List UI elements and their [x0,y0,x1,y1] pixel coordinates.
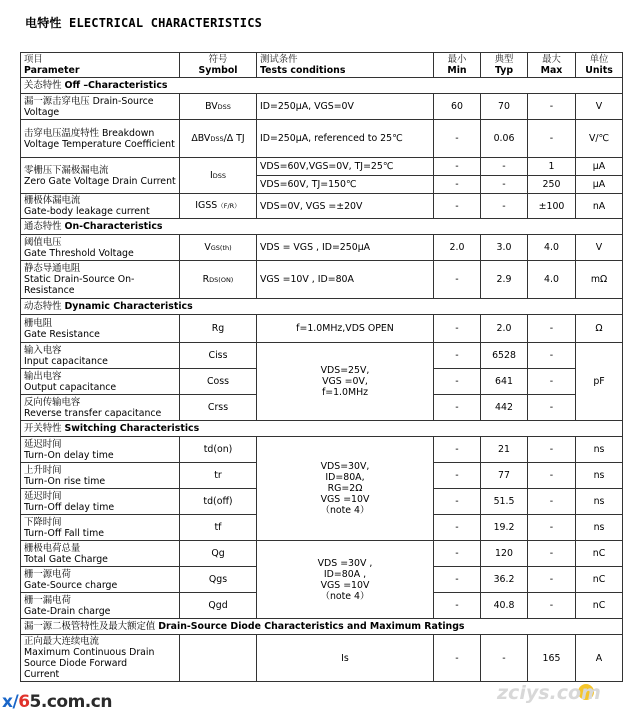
section-row-switching: 开关特性 Switching Characteristics [21,421,623,437]
table-row-tr: 上升时间 Turn-On rise time tr - 77 - ns [21,463,623,489]
table-row-rdson: 静态导通电阻 Static Drain-Source On-Resistance RDS(ON) VGS =10V , ID=80A - 2.9 4.0 mΩ [21,261,623,299]
table-row-tdoff: 延迟时间 Turn-Off delay time td(off) - 51.5 - ns [21,489,623,515]
characteristics-table [20,52,623,682]
table-row-igss: 栅极体漏电流 Gate-body leakage current IGSS（F/R） VDS=0V, VGS =±20V - - ±100 nA [21,194,623,219]
section-row-dynamic: 动态特性 Dynamic Characteristics [21,299,623,315]
header-min: 最小 Min [434,53,481,78]
section-row-off: 关态特性 Off –Characteristics [21,78,623,94]
header-conditions: 测试条件 Tests conditions [257,53,434,78]
header-typ: 典型 Typ [481,53,528,78]
header-symbol: 符号 Symbol [180,53,257,78]
table-row-qgd: 栅一漏电荷 Gate-Drain charge Qgd - 40.8 - nC [21,593,623,619]
table-row-vgsth: 阈值电压 Gate Threshold Voltage VGS(th) VDS = VGS , ID=250μA 2.0 3.0 4.0 V [21,235,623,261]
section-row-diode: 漏一源二极管特性及最大额定值 Drain-Source Diode Characteristics and Maximum Ratings [21,619,623,635]
table-row-dbv: 击穿电压温度特性 Breakdown Voltage Temperature Coefficient ΔBVDSS/Δ TJ ID=250μA, referenced to 25℃ - 0.06 - V/℃ [21,120,623,158]
table-row-bvdss: 漏一源击穿电压 Drain-Source Voltage BVDSS ID=250μA, VGS=0V 60 70 - V [21,94,623,120]
header-parameter: 项目 Parameter [21,53,180,78]
capacitance-conditions: VDS=25V, VGS =0V, f=1.0MHz [257,343,434,421]
header-row [21,53,623,78]
table-row-idss-2: VDS=60V, TJ=150℃ - - 250 μA [21,176,623,194]
table-row-tdon: 延迟时间 Turn-On delay time td(on) VDS=30V, ID=80A, RG=2Ω VGS =10V （note 4） - 21 - ns [21,437,623,463]
table-row-qg: 栅极电荷总量 Total Gate Charge Qg VDS =30V , ID=80A , VGS =10V （note 4） - 120 - nC [21,541,623,567]
watermark-left: x/65.com.cn [2,692,112,712]
switching-conditions: VDS=30V, ID=80A, RG=2Ω VGS =10V （note 4） [257,437,434,541]
header-max: 最大 Max [528,53,576,78]
charge-conditions: VDS =30V , ID=80A , VGS =10V （note 4） [257,541,434,619]
table-row-tf: 下降时间 Turn-Off Fall time tf - 19.2 - ns [21,515,623,541]
table-row-is: 正向最大连续电流 Maximum Continuous Drain Source Diode Forward Current Is - - 165 A [21,635,623,682]
table-row-coss: 输出电容 Output capacitance Coss - 641 - [21,369,623,395]
table-row-rg: 栅电阻 Gate Resistance Rg f=1.0MHz,VDS OPEN - 2.0 - Ω [21,315,623,343]
watermark-right: zciys.com [497,682,601,704]
section-row-on: 通态特性 On-Characteristics [21,219,623,235]
table-row-crss: 反向传输电容 Reverse transfer capacitance Crss - 442 - [21,395,623,421]
header-units: 单位 Units [576,53,623,78]
table-row-qgs: 栅一源电荷 Gate-Source charge Qgs - 36.2 - nC [21,567,623,593]
table-row-ciss: 输入电容 Input capacitance Ciss VDS=25V, VGS =0V, f=1.0MHz - 6528 - pF [21,343,623,369]
page-title: 电特性 ELECTRICAL CHARACTERISTICS [25,16,263,30]
table-row-idss-1: 零栅压下漏极漏电流 Zero Gate Voltage Drain Current IDSS VDS=60V,VGS=0V, TJ=25℃ - - 1 μA [21,158,623,176]
